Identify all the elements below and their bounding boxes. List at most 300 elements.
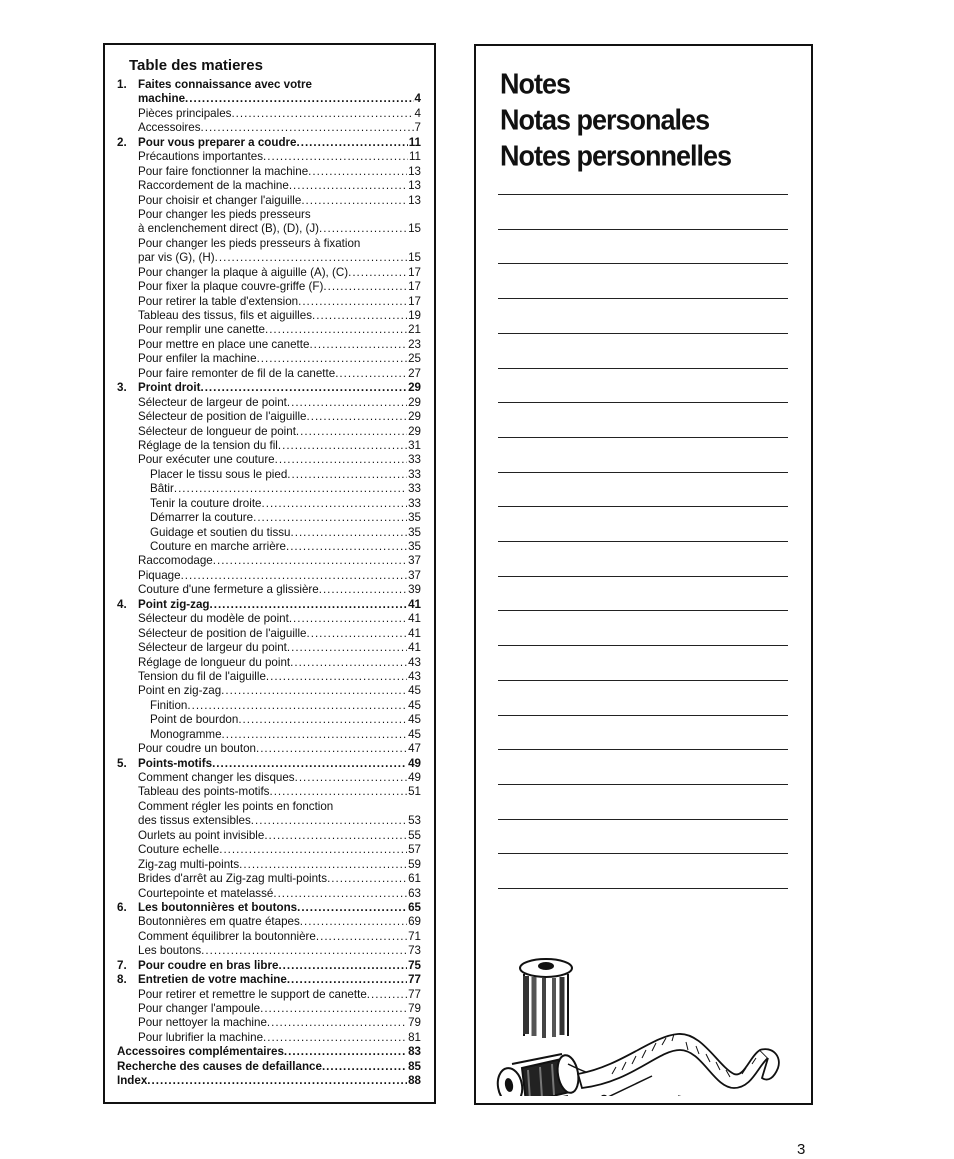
toc-entry-page: 33 <box>408 453 421 467</box>
toc-entry-label: Pour changer l'ampoule <box>138 1002 261 1015</box>
toc-entry <box>117 266 421 280</box>
toc-entry <box>117 323 421 337</box>
note-writing-line <box>498 853 788 854</box>
toc-entry-label: Monogramme <box>150 727 222 741</box>
toc-entry-label: Placer le tissu sous le pied <box>150 467 288 481</box>
toc-entry <box>117 1002 421 1016</box>
toc-entry-label: Raccomodage <box>138 554 213 568</box>
toc-leader-dots <box>308 165 407 179</box>
page-number: 3 <box>797 1141 806 1158</box>
toc-entry-page: 65 <box>408 900 421 914</box>
note-writing-line <box>498 749 788 750</box>
toc-entry-page: 63 <box>408 886 421 900</box>
toc-entry-label: Piquage <box>138 568 181 582</box>
toc-entry-label: Tableau des points-motifs <box>138 785 270 799</box>
toc-entry <box>117 858 421 872</box>
toc-entry <box>117 526 421 540</box>
toc-entry-label: Sélecteur de position de l'aiguille <box>138 626 307 640</box>
toc-entry <box>117 482 421 496</box>
toc-entry-page: 7 <box>414 121 421 135</box>
toc-entry <box>117 468 421 482</box>
toc-entry <box>117 453 421 467</box>
toc-leader-dots <box>269 785 407 799</box>
toc-entry-page: 79 <box>408 1002 421 1015</box>
toc-entry-label: Ourlets au point invisible <box>138 828 265 842</box>
toc-leader-dots <box>289 612 407 626</box>
note-writing-line <box>498 333 788 334</box>
toc-entry-label: Index <box>117 1074 148 1088</box>
toc-entry-label: Pour coudre en bras libre <box>138 958 279 972</box>
toc-leader-dots <box>296 425 407 439</box>
toc-entry-page: 29 <box>408 395 421 409</box>
toc-entry <box>117 251 421 265</box>
toc-entry <box>117 656 421 670</box>
toc-entry-page: 49 <box>408 756 421 770</box>
toc-entry <box>117 381 421 395</box>
toc-leader-dots <box>278 959 407 973</box>
note-writing-line <box>498 194 788 195</box>
toc-entry-page: 88 <box>408 1074 421 1088</box>
toc-entry-label: Pour enfiler la machine <box>138 352 257 366</box>
toc-leader-dots <box>367 988 407 1002</box>
toc-leader-dots <box>266 670 407 684</box>
toc-entry-label: Tenir la couture droite <box>150 496 262 510</box>
toc-entry-label: Pour retirer la table d'extension <box>138 294 299 308</box>
toc-leader-dots <box>307 627 408 641</box>
toc-entry-label: Comment régler les points en fonction <box>138 799 334 813</box>
toc-entry <box>117 1031 421 1045</box>
toc-entry <box>117 1016 421 1030</box>
toc-leader-dots <box>253 511 407 525</box>
toc-entry-page: 85 <box>408 1059 421 1073</box>
toc-entry-page: 19 <box>408 309 421 322</box>
toc-leader-dots <box>273 887 407 901</box>
note-writing-line <box>498 819 788 820</box>
toc-entry <box>117 309 421 323</box>
toc-entry <box>117 396 421 410</box>
toc-leader-dots <box>348 266 407 280</box>
toc-entry-label: Point de bourdon <box>150 713 239 727</box>
toc-entry-page: 43 <box>408 655 421 669</box>
toc-entry-label: Comment changer les disques <box>138 771 295 784</box>
toc-entry-page: 47 <box>408 742 421 756</box>
toc-entry-label: Pour changer les pieds presseurs <box>138 207 311 221</box>
toc-entry-page: 49 <box>408 771 421 784</box>
toc-leader-dots <box>327 872 407 886</box>
toc-leader-dots <box>263 1031 407 1045</box>
toc-leader-dots <box>287 641 407 655</box>
toc-leader-dots <box>260 1002 407 1016</box>
toc-entry <box>117 583 421 597</box>
toc-leader-dots <box>278 439 407 453</box>
notes-title-es: Notas personales <box>500 104 710 136</box>
toc-entry <box>117 785 421 799</box>
toc-entry <box>117 208 421 222</box>
toc-entry-number: 5. <box>117 756 127 770</box>
toc-entry-label: Précautions importantes <box>138 150 264 164</box>
toc-entry <box>117 78 421 92</box>
toc-entry-label: Pour changer la plaque à aiguille (A), (C) <box>138 265 349 279</box>
note-writing-line <box>498 610 788 611</box>
toc-leader-dots <box>291 526 408 540</box>
toc-entry <box>117 425 421 439</box>
toc-leader-dots <box>257 352 408 366</box>
toc-leader-dots <box>213 554 407 568</box>
toc-entry-page: 45 <box>408 727 421 741</box>
toc-entry-label: Pour remplir une canette <box>138 323 265 337</box>
toc-entry <box>117 814 421 828</box>
note-writing-line <box>498 368 788 369</box>
toc-entry-page: 79 <box>408 1016 421 1030</box>
toc-entry-page: 41 <box>408 612 421 626</box>
toc-entry <box>117 295 421 309</box>
toc-leader-dots <box>267 1016 407 1030</box>
toc-entry-page: 33 <box>408 467 421 481</box>
toc-entry <box>117 511 421 525</box>
toc-leader-dots <box>300 915 407 929</box>
toc-entry-page: 41 <box>408 641 421 655</box>
toc-entry-page: 43 <box>408 669 421 683</box>
toc-entry <box>117 367 421 381</box>
toc-entry-page: 17 <box>408 280 421 294</box>
toc-entry-page: 55 <box>408 828 421 842</box>
toc-leader-dots <box>231 107 413 121</box>
toc-entry-label: à enclenchement direct (B), (D), (J) <box>138 222 320 236</box>
toc-entry-page: 17 <box>408 265 421 279</box>
toc-entry <box>117 988 421 1002</box>
toc-entry-page: 73 <box>408 944 421 958</box>
toc-entry <box>117 771 421 785</box>
toc-entry-label: Recherche des causes de defaillance <box>117 1059 322 1073</box>
toc-entry-label: Accessoires complémentaires <box>117 1045 284 1059</box>
toc-entry-label: Pour changer les pieds presseurs à fixation <box>138 236 361 250</box>
toc-leader-dots <box>287 396 407 410</box>
toc-entry-label: Pour nettoyer la machine <box>138 1016 267 1030</box>
toc-entry <box>117 887 421 901</box>
toc-entry-page: 77 <box>408 987 421 1001</box>
toc-entry-label: Point zig-zag <box>138 597 210 611</box>
toc-entry-page: 45 <box>408 684 421 698</box>
toc-entry-page: 4 <box>414 106 421 120</box>
toc-leader-dots <box>284 1045 407 1059</box>
toc-leader-dots <box>262 497 408 511</box>
toc-title: Table des matieres <box>129 57 263 74</box>
toc-entry <box>117 338 421 352</box>
toc-entry-page: 15 <box>408 222 421 236</box>
toc-leader-dots <box>215 251 407 265</box>
toc-entry-label: Réglage de longueur du point <box>138 655 291 669</box>
note-writing-line <box>498 298 788 299</box>
toc-entry-label: Réglage de la tension du fil <box>138 438 278 452</box>
toc-entry-page: 45 <box>408 698 421 712</box>
toc-entry-label: Sélecteur de position de l'aiguille <box>138 410 307 424</box>
note-writing-line <box>498 402 788 403</box>
toc-leader-dots <box>289 179 407 193</box>
toc-entry <box>117 107 421 121</box>
toc-entry-label: Couture en marche arrière <box>150 540 286 553</box>
toc-entry <box>117 237 421 251</box>
toc-entry-label: Pour lubrifier la machine <box>138 1030 264 1044</box>
toc-entry-number: 4. <box>117 597 127 611</box>
toc-entry-label: Sélecteur de longueur de point <box>138 424 296 438</box>
toc-entry-page: 53 <box>408 814 421 828</box>
toc-entry-label: Pour fixer la plaque couvre-griffe (F) <box>138 280 324 294</box>
note-writing-line <box>498 263 788 264</box>
toc-entry <box>117 1074 421 1088</box>
notes-title-fr-full: Notes personnelles <box>500 140 732 172</box>
toc-entry <box>117 612 421 626</box>
toc-entry <box>117 915 421 929</box>
toc-entry-page: 37 <box>408 554 421 568</box>
toc-entry-page: 29 <box>408 381 421 395</box>
toc-entry-page: 51 <box>408 785 421 799</box>
toc-entry-number: 6. <box>117 900 127 914</box>
toc-leader-dots <box>287 973 407 987</box>
toc-entry-label: Tension du fil de l'aiguille <box>138 669 266 683</box>
toc-entry <box>117 165 421 179</box>
toc-entry-page: 33 <box>408 482 421 496</box>
note-writing-line <box>498 229 788 230</box>
table-of-contents-panel <box>103 43 436 1104</box>
notes-panel <box>474 44 813 1105</box>
toc-entry-page: 83 <box>408 1045 421 1059</box>
toc-leader-dots <box>219 843 407 857</box>
toc-leader-dots <box>222 728 408 742</box>
toc-entry-label: Courtepointe et matelassé <box>138 886 274 900</box>
toc-entry <box>117 930 421 944</box>
toc-leader-dots <box>187 699 407 713</box>
notes-title-fr: Notes <box>500 68 571 100</box>
toc-entry-page: 39 <box>408 583 421 597</box>
toc-leader-dots <box>239 858 407 872</box>
toc-entry <box>117 410 421 424</box>
toc-entry-label: Sélecteur de largeur de point <box>138 395 287 409</box>
toc-leader-dots <box>287 468 407 482</box>
toc-entry <box>117 959 421 973</box>
note-writing-line <box>498 784 788 785</box>
toc-entry-label: Sélecteur du modèle de point <box>138 612 289 626</box>
toc-entry <box>117 439 421 453</box>
toc-entry-page: 59 <box>408 857 421 871</box>
note-writing-line <box>498 506 788 507</box>
toc-entry-label: Pour faire remonter de fil de la canette <box>138 366 336 380</box>
toc-leader-dots <box>323 280 407 294</box>
toc-entry <box>117 973 421 987</box>
toc-entry <box>117 497 421 511</box>
toc-entry-label: Faites connaissance avec votre <box>138 78 312 91</box>
toc-entry-page: 17 <box>408 294 421 308</box>
toc-entry <box>117 728 421 742</box>
toc-leader-dots <box>265 323 407 337</box>
toc-entry-number: 1. <box>117 78 127 91</box>
toc-leader-dots <box>322 1060 407 1074</box>
toc-entry-label: Comment équilibrer la boutonnière <box>138 929 316 943</box>
toc-entry-page: 13 <box>408 164 421 178</box>
toc-entry-page: 21 <box>408 323 421 337</box>
toc-entry-label: Pour mettre en place une canette <box>138 337 310 351</box>
toc-entry-label: Finition <box>150 698 188 712</box>
toc-leader-dots <box>319 222 407 236</box>
toc-entry <box>117 641 421 655</box>
toc-leader-dots <box>297 901 407 915</box>
toc-entry-label: Points-motifs <box>138 756 213 770</box>
toc-entry <box>117 670 421 684</box>
toc-entry <box>117 194 421 208</box>
toc-entry-page: 4 <box>414 92 421 106</box>
toc-entry-page: 23 <box>408 337 421 351</box>
toc-entry <box>117 222 421 236</box>
toc-leader-dots <box>238 713 407 727</box>
toc-entry-page: 11 <box>408 135 421 149</box>
toc-entry <box>117 121 421 135</box>
toc-entry <box>117 352 421 366</box>
toc-entry <box>117 757 421 771</box>
toc-leader-dots <box>275 453 407 467</box>
toc-entry <box>117 92 421 106</box>
toc-entry-page: 29 <box>408 424 421 438</box>
toc-entry <box>117 944 421 958</box>
toc-entry <box>117 280 421 294</box>
toc-entry-page: 75 <box>408 958 421 972</box>
toc-entry-label: Couture d'une fermeture a glissière <box>138 583 319 597</box>
toc-entry <box>117 901 421 915</box>
toc-entry-label: Entretien de votre machine <box>138 973 287 987</box>
toc-entry-page: 61 <box>408 872 421 886</box>
toc-entry-page: 29 <box>408 410 421 424</box>
toc-entry-page: 41 <box>408 597 421 611</box>
toc-leader-dots <box>309 338 407 352</box>
toc-entry <box>117 843 421 857</box>
note-writing-line <box>498 576 788 577</box>
toc-entry-label: Pour exécuter une couture <box>138 453 275 467</box>
toc-entry-page: 41 <box>408 626 421 640</box>
note-writing-line <box>498 541 788 542</box>
toc-entry-label: Guidage et soutien du tissu <box>150 525 291 539</box>
toc-leader-dots <box>316 930 407 944</box>
toc-entry-label: Accessoires <box>138 121 201 135</box>
toc-entry-page: 57 <box>408 843 421 857</box>
toc-entry-label: Bâtir <box>150 482 174 496</box>
toc-leader-dots <box>298 295 407 309</box>
toc-entry-page: 13 <box>408 179 421 193</box>
toc-entry-page: 33 <box>408 496 421 510</box>
toc-entry-label: Sélecteur de largeur du point <box>138 641 287 655</box>
toc-entry-page: 45 <box>408 713 421 727</box>
toc-entry-page: 77 <box>408 973 421 987</box>
toc-entry <box>117 1045 421 1059</box>
toc-entry-page: 35 <box>408 511 421 525</box>
toc-leader-dots <box>290 656 407 670</box>
toc-entry <box>117 872 421 886</box>
toc-leader-dots <box>301 194 407 208</box>
toc-entry-number: 7. <box>117 958 127 972</box>
toc-entry-number: 8. <box>117 973 127 987</box>
notes-titles <box>500 66 731 174</box>
note-writing-line <box>498 888 788 889</box>
toc-entry <box>117 800 421 814</box>
toc-entry-label: Raccordement de la machine <box>138 179 289 193</box>
toc-leader-dots <box>286 540 407 554</box>
toc-leader-dots <box>264 829 407 843</box>
toc-leader-dots <box>251 814 407 828</box>
toc-entry <box>117 598 421 612</box>
toc-entry <box>117 540 421 554</box>
toc-entry-page: 69 <box>408 915 421 929</box>
toc-entry-label: Pour vous preparer a coudre <box>138 135 297 149</box>
toc-entry-label: Zig-zag multi-points <box>138 857 240 871</box>
toc-entry-page: 15 <box>408 251 421 265</box>
toc-entry <box>117 684 421 698</box>
toc-entry-label: Pièces principales <box>138 106 232 120</box>
note-writing-line <box>498 472 788 473</box>
toc-entry-label: Tableau des tissus, fils et aiguilles <box>138 309 312 322</box>
toc-entry-label: Boutonnières em quatre étapes <box>138 915 300 929</box>
toc-entry-page: 11 <box>408 150 421 164</box>
toc-entry-label: Les boutons <box>138 944 202 958</box>
toc-entry-label: Point en zig-zag <box>138 684 222 698</box>
toc-entry <box>117 569 421 583</box>
toc-leader-dots <box>335 367 407 381</box>
toc-entry <box>117 713 421 727</box>
toc-entry <box>117 1060 421 1074</box>
toc-entry-page: 31 <box>408 438 421 452</box>
toc-entry-label: Pour choisir et changer l'aiguille <box>138 193 302 207</box>
toc-leader-dots <box>221 684 407 698</box>
toc-entry <box>117 742 421 756</box>
toc-leader-dots <box>307 410 408 424</box>
toc-entry-page: 13 <box>408 193 421 207</box>
toc-leader-dots <box>263 150 408 164</box>
toc-leader-dots <box>256 742 407 756</box>
toc-entry <box>117 150 421 164</box>
note-writing-line <box>498 437 788 438</box>
toc-leader-dots <box>174 482 407 496</box>
toc-entry-label: Pour retirer et remettre le support de canette <box>138 987 367 1001</box>
toc-entry-label: des tissus extensibles <box>138 814 251 828</box>
toc-entry-page: 81 <box>408 1030 421 1044</box>
toc-leader-dots <box>295 771 407 785</box>
toc-entry-page: 37 <box>408 568 421 582</box>
note-writing-line <box>498 645 788 646</box>
toc-list <box>117 78 421 1089</box>
toc-entry-label: Les boutonnières et boutons <box>138 900 298 914</box>
toc-leader-dots <box>185 92 414 106</box>
toc-entry <box>117 829 421 843</box>
toc-entry-number: 2. <box>117 135 127 149</box>
toc-leader-dots <box>200 381 407 395</box>
toc-entry-label: par vis (G), (H) <box>138 251 215 265</box>
toc-leader-dots <box>210 598 408 612</box>
toc-entry-number: 3. <box>117 381 127 395</box>
toc-leader-dots <box>201 121 414 135</box>
toc-entry-page: 35 <box>408 540 421 553</box>
toc-entry-page: 35 <box>408 525 421 539</box>
toc-entry-label: Pour coudre un bouton <box>138 742 256 756</box>
toc-entry-label: Démarrer la couture <box>150 511 254 525</box>
toc-entry-label: Brides d'arrêt au Zig-zag multi-points <box>138 872 328 886</box>
toc-entry <box>117 179 421 193</box>
toc-leader-dots <box>297 136 408 150</box>
sewing-thread-spools-and-measuring-tape-icon <box>482 946 802 1101</box>
toc-entry-label: Pour faire fonctionner la machine <box>138 164 309 178</box>
toc-leader-dots <box>201 944 407 958</box>
note-writing-line <box>498 680 788 681</box>
toc-entry <box>117 136 421 150</box>
toc-leader-dots <box>147 1074 407 1088</box>
toc-leader-dots <box>319 583 407 597</box>
toc-leader-dots <box>312 309 407 323</box>
toc-leader-dots <box>212 757 407 771</box>
